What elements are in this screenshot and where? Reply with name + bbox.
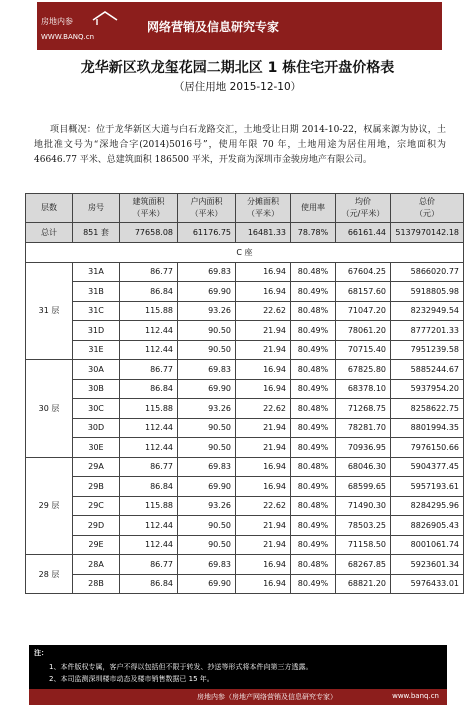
build-area-cell: 86.77 <box>120 555 178 575</box>
unit-cell: 30A <box>73 360 120 380</box>
building-row <box>26 242 464 262</box>
unit-cell: 31C <box>73 301 120 321</box>
avg-price-cell: 71047.20 <box>336 301 391 321</box>
unit-cell: 28A <box>73 555 120 575</box>
footer-strip <box>29 689 447 705</box>
floor-cell: 29 层 <box>26 457 73 555</box>
table-row <box>26 438 464 458</box>
usage-rate-cell: 80.48% <box>291 262 336 282</box>
avg-price-cell: 71490.30 <box>336 496 391 516</box>
total-inner-area: 61176.75 <box>178 223 236 243</box>
build-area-cell: 86.77 <box>120 457 178 477</box>
shared-area-cell: 21.94 <box>236 418 291 438</box>
build-area-cell: 86.77 <box>120 262 178 282</box>
build-area-cell: 112.44 <box>120 438 178 458</box>
total-price-cell: 7976150.66 <box>391 438 464 458</box>
total-shared-area: 16481.33 <box>236 223 291 243</box>
shared-area-cell: 22.62 <box>236 301 291 321</box>
unit-cell: 29B <box>73 477 120 497</box>
avg-price-cell: 68378.10 <box>336 379 391 399</box>
shared-area-cell: 16.94 <box>236 457 291 477</box>
inner-area-cell: 93.26 <box>178 496 236 516</box>
table-header-row <box>26 194 464 223</box>
floor-cell: 31 层 <box>26 262 73 360</box>
total-build-area: 77658.08 <box>120 223 178 243</box>
avg-price-cell: 70936.95 <box>336 438 391 458</box>
shared-area-cell: 16.94 <box>236 262 291 282</box>
inner-area-cell: 69.90 <box>178 282 236 302</box>
total-price-cell: 7951239.58 <box>391 340 464 360</box>
usage-rate-cell: 80.49% <box>291 418 336 438</box>
inner-area-cell: 90.50 <box>178 321 236 341</box>
avg-price-cell: 68267.85 <box>336 555 391 575</box>
logo-text: 房地内参 <box>41 17 73 26</box>
table-row <box>26 399 464 419</box>
total-row <box>26 223 464 243</box>
build-area-cell: 115.88 <box>120 301 178 321</box>
usage-rate-cell: 80.49% <box>291 516 336 536</box>
unit-cell: 31D <box>73 321 120 341</box>
avg-price-cell: 68599.65 <box>336 477 391 497</box>
logo <box>37 2 147 50</box>
table-row <box>26 321 464 341</box>
avg-price-cell: 71268.75 <box>336 399 391 419</box>
total-price-cell: 5957193.61 <box>391 477 464 497</box>
table-row <box>26 282 464 302</box>
shared-area-cell: 21.94 <box>236 535 291 555</box>
build-area-cell: 112.44 <box>120 418 178 438</box>
avg-price-cell: 78061.20 <box>336 321 391 341</box>
table-row <box>26 535 464 555</box>
unit-cell: 29A <box>73 457 120 477</box>
inner-area-cell: 90.50 <box>178 516 236 536</box>
inner-area-cell: 69.83 <box>178 555 236 575</box>
usage-rate-cell: 80.49% <box>291 438 336 458</box>
unit-cell: 28B <box>73 574 120 594</box>
header-banner <box>37 2 442 50</box>
note-2: 2、本司监测深圳楼市动态及楼市销售数据已 15 年。 <box>49 675 214 683</box>
table-row <box>26 496 464 516</box>
usage-rate-cell: 80.48% <box>291 399 336 419</box>
col-floor: 层数 <box>26 194 73 223</box>
total-price-cell: 5866020.77 <box>391 262 464 282</box>
inner-area-cell: 90.50 <box>178 418 236 438</box>
table-row <box>26 340 464 360</box>
avg-price-cell: 67604.25 <box>336 262 391 282</box>
build-area-cell: 115.88 <box>120 496 178 516</box>
col-inner-area: 户内面积 （平米） <box>178 194 236 223</box>
usage-rate-cell: 80.48% <box>291 360 336 380</box>
col-avg-price: 均价 （元/平米） <box>336 194 391 223</box>
inner-area-cell: 93.26 <box>178 301 236 321</box>
shared-area-cell: 16.94 <box>236 477 291 497</box>
unit-cell: 29E <box>73 535 120 555</box>
avg-price-cell: 68821.20 <box>336 574 391 594</box>
usage-rate-cell: 80.48% <box>291 496 336 516</box>
unit-cell: 29D <box>73 516 120 536</box>
build-area-cell: 112.44 <box>120 340 178 360</box>
build-area-cell: 112.44 <box>120 321 178 341</box>
build-area-cell: 86.84 <box>120 379 178 399</box>
build-area-cell: 115.88 <box>120 399 178 419</box>
table-row <box>26 574 464 594</box>
build-area-cell: 86.84 <box>120 574 178 594</box>
avg-price-cell: 70715.40 <box>336 340 391 360</box>
table-row <box>26 555 464 575</box>
total-usage-rate: 78.78% <box>291 223 336 243</box>
shared-area-cell: 16.94 <box>236 360 291 380</box>
price-table <box>25 193 464 594</box>
total-avg-price: 66161.44 <box>336 223 391 243</box>
inner-area-cell: 69.83 <box>178 457 236 477</box>
total-price-cell: 8232949.54 <box>391 301 464 321</box>
table-row <box>26 516 464 536</box>
unit-cell: 30B <box>73 379 120 399</box>
shared-area-cell: 16.94 <box>236 574 291 594</box>
unit-cell: 30D <box>73 418 120 438</box>
inner-area-cell: 69.83 <box>178 360 236 380</box>
build-area-cell: 86.77 <box>120 360 178 380</box>
inner-area-cell: 93.26 <box>178 399 236 419</box>
unit-cell: 31A <box>73 262 120 282</box>
build-area-cell: 112.44 <box>120 516 178 536</box>
usage-rate-cell: 80.49% <box>291 574 336 594</box>
inner-area-cell: 69.90 <box>178 477 236 497</box>
banner-tagline: 网络营销及信息研究专家 <box>147 19 280 34</box>
shared-area-cell: 22.62 <box>236 399 291 419</box>
unit-cell: 29C <box>73 496 120 516</box>
total-price-cell: 8001061.74 <box>391 535 464 555</box>
avg-price-cell: 68157.60 <box>336 282 391 302</box>
shared-area-cell: 21.94 <box>236 340 291 360</box>
shared-area-cell: 16.94 <box>236 555 291 575</box>
usage-rate-cell: 80.48% <box>291 555 336 575</box>
shared-area-cell: 16.94 <box>236 379 291 399</box>
table-row <box>26 379 464 399</box>
table-row <box>26 301 464 321</box>
avg-price-cell: 78503.25 <box>336 516 391 536</box>
inner-area-cell: 90.50 <box>178 438 236 458</box>
usage-rate-cell: 80.49% <box>291 379 336 399</box>
total-label: 总计 <box>26 223 73 243</box>
col-build-area: 建筑面积 （平米） <box>120 194 178 223</box>
footer-notes <box>29 645 447 705</box>
floor-cell: 30 层 <box>26 360 73 458</box>
inner-area-cell: 90.50 <box>178 535 236 555</box>
usage-rate-cell: 80.49% <box>291 477 336 497</box>
inner-area-cell: 69.90 <box>178 574 236 594</box>
total-price-cell: 8258622.75 <box>391 399 464 419</box>
total-price-cell: 8284295.96 <box>391 496 464 516</box>
build-area-cell: 112.44 <box>120 535 178 555</box>
usage-rate-cell: 80.49% <box>291 282 336 302</box>
table-row <box>26 477 464 497</box>
house-icon <box>91 10 119 26</box>
total-price-cell: 8777201.33 <box>391 321 464 341</box>
unit-cell: 30E <box>73 438 120 458</box>
unit-cell: 31B <box>73 282 120 302</box>
shared-area-cell: 22.62 <box>236 496 291 516</box>
shared-area-cell: 16.94 <box>236 282 291 302</box>
total-price-cell: 5885244.67 <box>391 360 464 380</box>
table-row <box>26 262 464 282</box>
table-row <box>26 457 464 477</box>
col-unit: 房号 <box>73 194 120 223</box>
note-label: 注： <box>34 649 48 657</box>
usage-rate-cell: 80.48% <box>291 457 336 477</box>
build-area-cell: 86.84 <box>120 282 178 302</box>
col-shared-area: 分摊面积 （平米） <box>236 194 291 223</box>
building-label: C 座 <box>26 242 464 262</box>
shared-area-cell: 21.94 <box>236 438 291 458</box>
footer-brand: 房地内参（房地产网络营销及信息研究专家） <box>197 693 337 701</box>
project-overview: 项目概况：位于龙华新区大道与白石龙路交汇，土地受让日期 2014-10-22，权属来源为协议，土地批准文号为“深地合字(2014)5016号”，使用年限 70 年，土地用途为居住用地，宗地面积为 46646.77 平米、总建筑面积 186500 平米，开发商为深圳市金骏房地产有限公司。 <box>34 125 446 165</box>
total-price-cell: 5937954.20 <box>391 379 464 399</box>
avg-price-cell: 78281.70 <box>336 418 391 438</box>
usage-rate-cell: 80.49% <box>291 321 336 341</box>
usage-rate-cell: 80.48% <box>291 301 336 321</box>
inner-area-cell: 90.50 <box>178 340 236 360</box>
table-row <box>26 418 464 438</box>
table-row <box>26 360 464 380</box>
total-price-cell: 5918805.98 <box>391 282 464 302</box>
page-title: 龙华新区玖龙玺花园二期北区 1 栋住宅开盘价格表 <box>80 60 395 76</box>
avg-price-cell: 67825.80 <box>336 360 391 380</box>
note-1: 1、本件版权专属，客户不得以包括但不限于转发、抄送等形式将本件向第三方透露。 <box>49 663 313 671</box>
total-price-cell: 8826905.43 <box>391 516 464 536</box>
col-usage-rate: 使用率 <box>291 194 336 223</box>
build-area-cell: 86.84 <box>120 477 178 497</box>
inner-area-cell: 69.90 <box>178 379 236 399</box>
unit-cell: 30C <box>73 399 120 419</box>
unit-cell: 31E <box>73 340 120 360</box>
floor-cell: 28 层 <box>26 555 73 594</box>
col-total-price: 总价 （元） <box>391 194 464 223</box>
logo-url: WWW.BANQ.cn <box>41 33 95 41</box>
total-units: 851 套 <box>73 223 120 243</box>
footer-url: www.banq.cn <box>392 692 439 700</box>
usage-rate-cell: 80.49% <box>291 340 336 360</box>
shared-area-cell: 21.94 <box>236 516 291 536</box>
avg-price-cell: 71158.50 <box>336 535 391 555</box>
total-price-cell: 8801994.35 <box>391 418 464 438</box>
shared-area-cell: 21.94 <box>236 321 291 341</box>
total-total-price: 5137970142.18 <box>391 223 464 243</box>
avg-price-cell: 68046.30 <box>336 457 391 477</box>
page-subtitle: （居住用地 2015-12-10） <box>173 81 302 93</box>
usage-rate-cell: 80.49% <box>291 535 336 555</box>
inner-area-cell: 69.83 <box>178 262 236 282</box>
total-price-cell: 5904377.45 <box>391 457 464 477</box>
total-price-cell: 5976433.01 <box>391 574 464 594</box>
total-price-cell: 5923601.34 <box>391 555 464 575</box>
